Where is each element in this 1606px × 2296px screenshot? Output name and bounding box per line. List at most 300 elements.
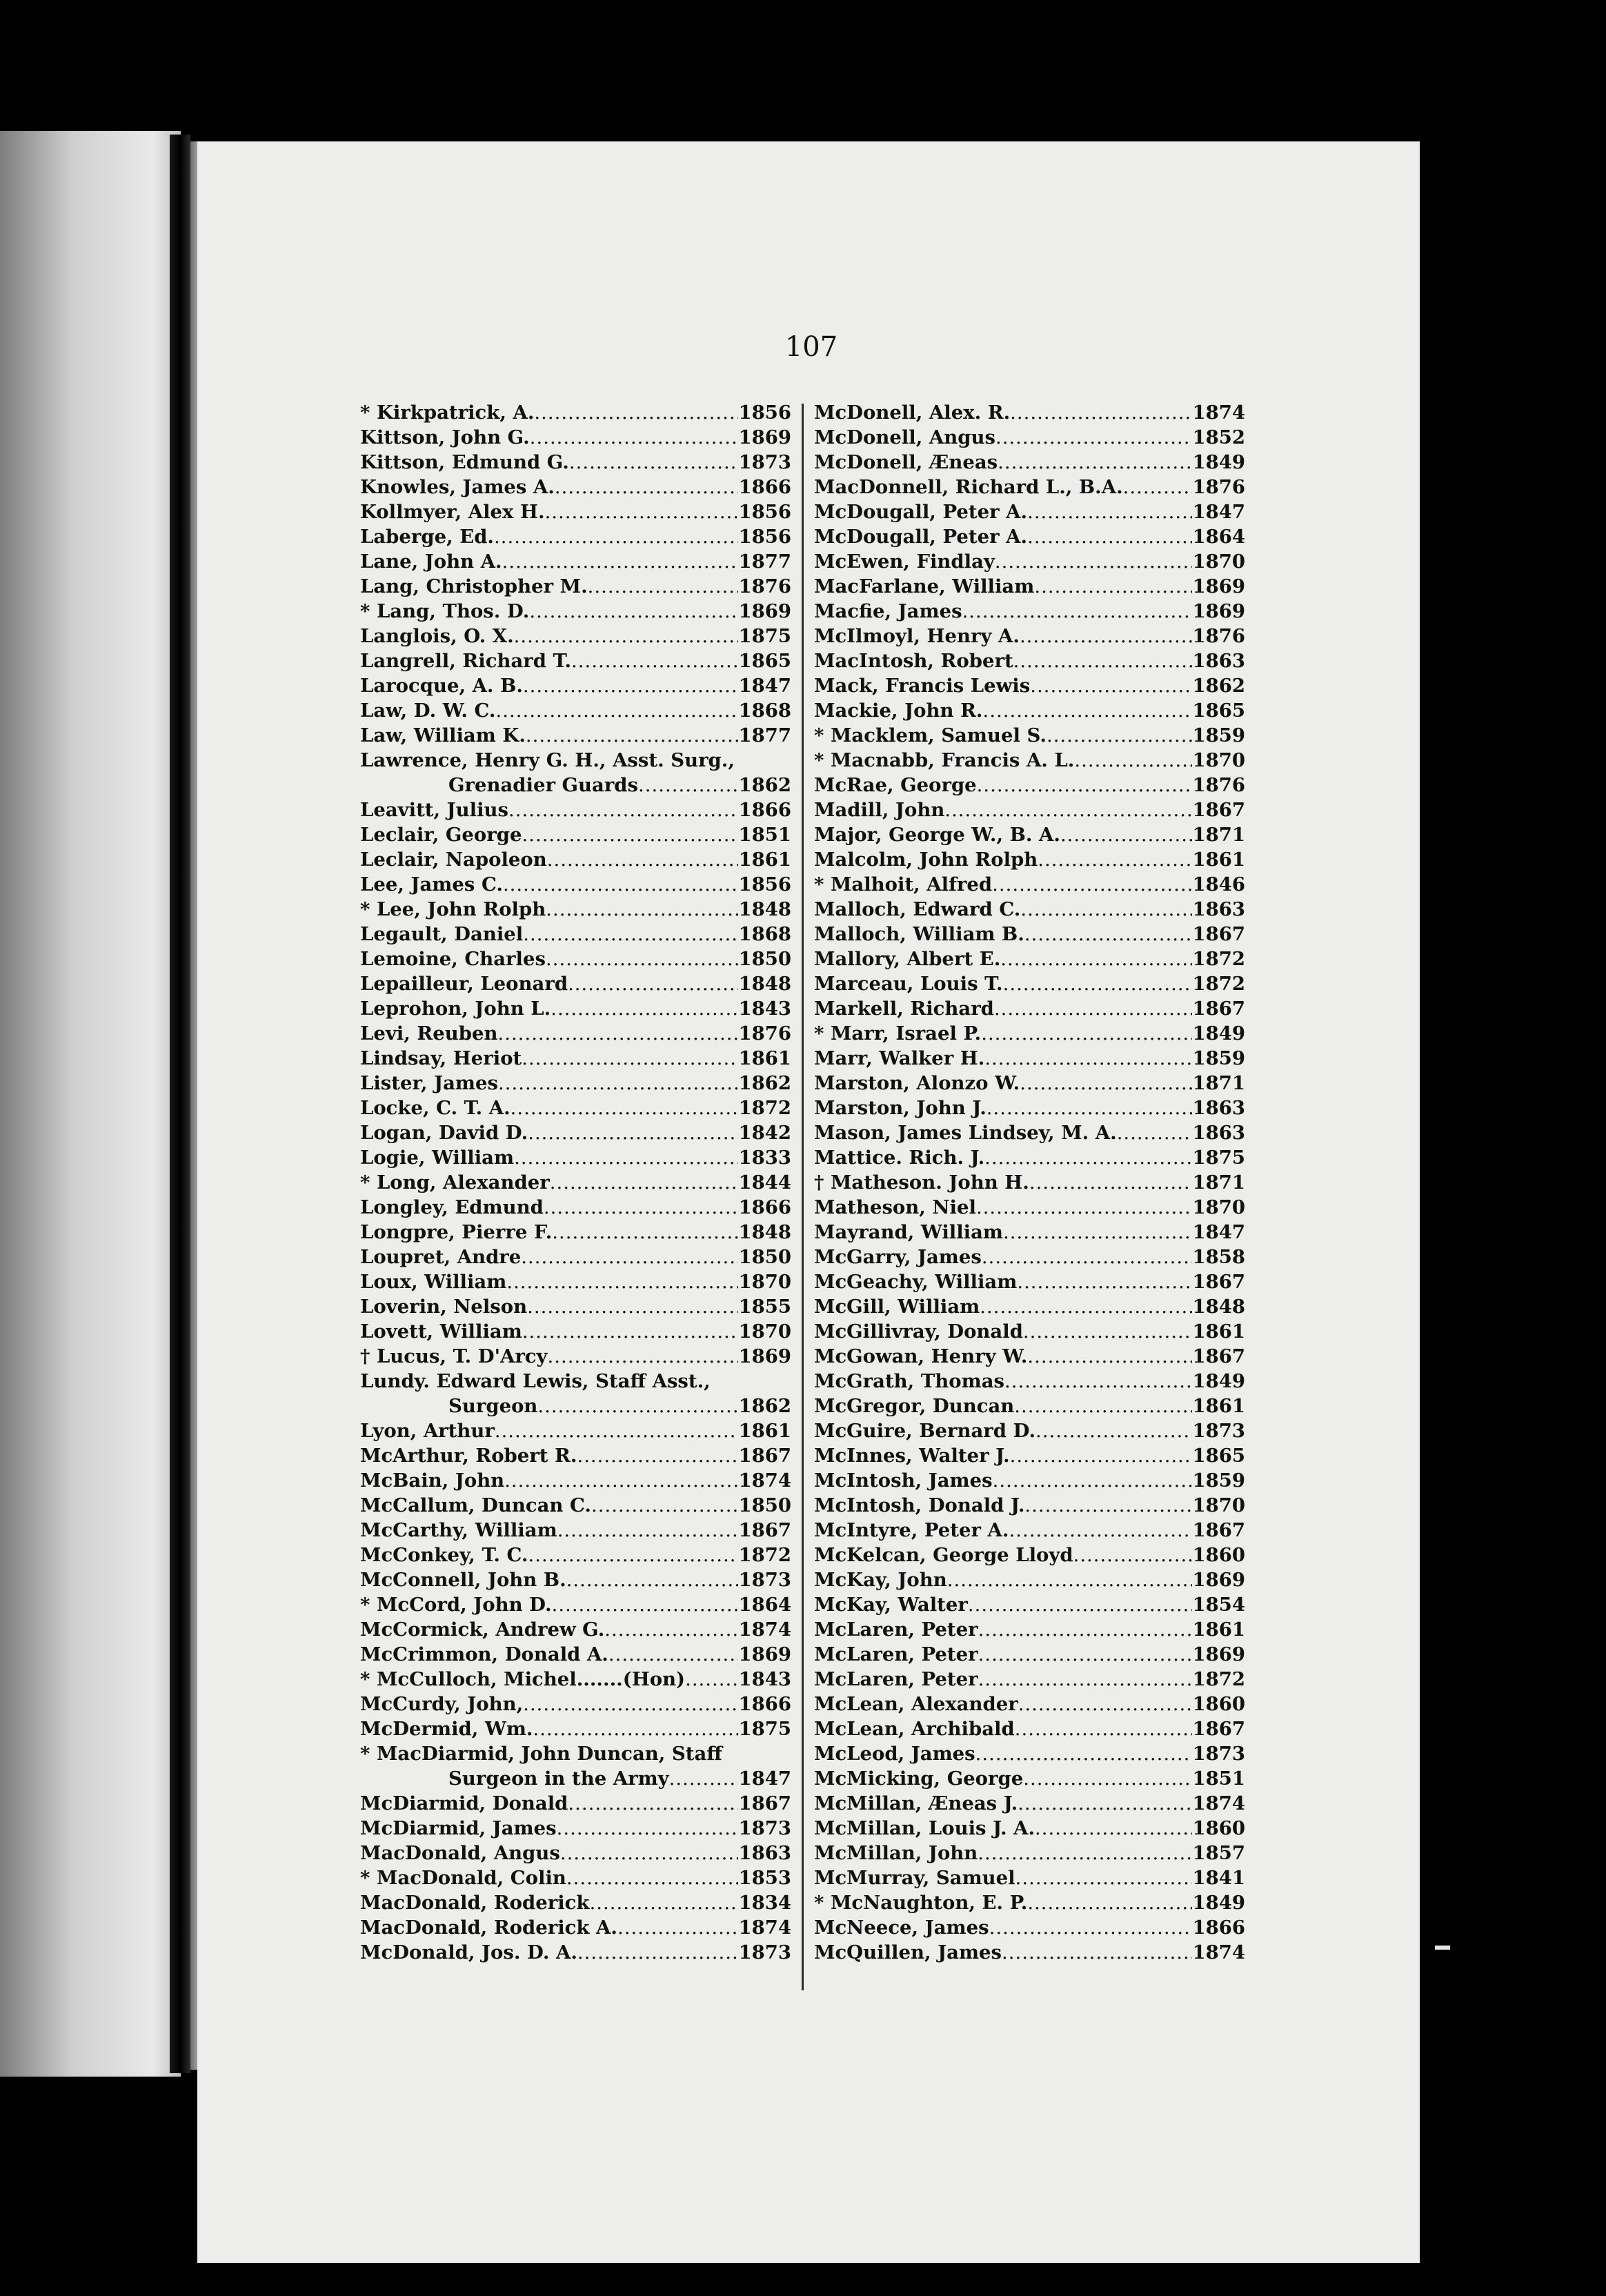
directory-entry (360, 723, 791, 748)
directory-entry (814, 723, 1245, 748)
directory-entry (814, 1418, 1245, 1443)
leader-dots (1009, 1518, 1192, 1543)
entry-year: 1847 (1192, 1221, 1245, 1243)
directory-entry (814, 1915, 1245, 1940)
entry-name: * Marr, Israel P. (814, 1022, 982, 1045)
directory-entry (814, 1269, 1245, 1294)
directory-entry (360, 1866, 791, 1890)
entry-year: 1863 (738, 1842, 791, 1864)
directory-entry (814, 1120, 1245, 1145)
entry-name: Lane, John A. (360, 551, 502, 573)
leader-dots (544, 1195, 739, 1220)
entry-year: 1876 (738, 1022, 791, 1045)
entry-name: * MacDiarmid, John Duncan, Staff (360, 1743, 722, 1765)
entry-name: Marr, Walker H. (814, 1047, 985, 1069)
entry-year: 1849 (1192, 1370, 1245, 1392)
entry-year: 1874 (1192, 1941, 1245, 1963)
entry-name: Lee, James C. (360, 873, 503, 895)
leader-dots (993, 1468, 1193, 1493)
entry-name: McLean, Alexander (814, 1693, 1018, 1715)
leader-dots (514, 1145, 738, 1170)
directory-entry (360, 649, 791, 673)
directory-entry (360, 698, 791, 723)
entry-year: 1861 (1192, 1320, 1245, 1343)
entry-name: Lyon, Arthur (360, 1420, 495, 1442)
entry-name: McCarthy, William (360, 1519, 557, 1541)
leader-dots (557, 1816, 739, 1841)
entry-year: 1865 (1192, 700, 1245, 722)
entry-year: 1868 (738, 923, 791, 945)
entry-name: † Matheson. John H. (814, 1171, 1029, 1194)
entry-name: Law, William K. (360, 724, 526, 746)
directory-entry (360, 947, 791, 971)
entry-name: McQuillen, James (814, 1941, 1002, 1963)
entry-year: 1874 (1192, 1792, 1245, 1814)
entry-year: 1864 (1192, 526, 1245, 548)
entry-year: 1873 (1192, 1743, 1245, 1765)
directory-entry (814, 1543, 1245, 1567)
entry-year: 1876 (1192, 625, 1245, 647)
leader-dots (551, 996, 738, 1021)
entry-year: 1873 (1192, 1420, 1245, 1442)
directory-entry (360, 1468, 791, 1493)
entry-name: McGillivray, Donald (814, 1320, 1023, 1343)
directory-entry (814, 1220, 1245, 1245)
entry-year: 1872 (1192, 948, 1245, 970)
entry-year: 1844 (738, 1171, 791, 1194)
entry-name: Lang, Christopher M. (360, 575, 588, 597)
entry-year: 1855 (738, 1296, 791, 1318)
entry-year: 1851 (1192, 1768, 1245, 1790)
entry-name: Mackie, John R. (814, 700, 983, 722)
directory-entry (360, 1518, 791, 1543)
entry-year: 1866 (738, 476, 791, 498)
entry-name: * Macnabb, Francis A. L. (814, 749, 1075, 771)
directory-entry (814, 1170, 1245, 1195)
directory-entry (360, 1195, 791, 1220)
facing-page-edge (0, 131, 181, 2077)
leader-dots (1003, 1220, 1192, 1245)
entry-year: 1870 (1192, 749, 1245, 771)
leader-dots (989, 1915, 1193, 1940)
entry-name: McLeod, James (814, 1743, 975, 1765)
leader-dots (523, 1692, 738, 1716)
book-gutter (170, 135, 190, 2073)
entry-year: 1847 (1192, 501, 1245, 523)
directory-entry (814, 1841, 1245, 1866)
directory-entry (814, 1096, 1245, 1120)
entry-name: McGowan, Henry W. (814, 1345, 1028, 1367)
directory-entry (814, 1890, 1245, 1915)
entry-name: McGill, William (814, 1296, 980, 1318)
entry-year: 1873 (738, 1941, 791, 1963)
entry-name: Markell, Richard (814, 998, 994, 1020)
leader-dots (529, 599, 738, 624)
directory-entry (814, 996, 1245, 1021)
entry-name: McDonald, Jos. D. A. (360, 1941, 577, 1963)
entry-year: 1876 (1192, 476, 1245, 498)
entry-year: 1853 (738, 1867, 791, 1889)
leader-dots (978, 1841, 1192, 1866)
directory-entry (814, 1816, 1245, 1841)
directory-entry (360, 1145, 791, 1170)
entry-name: Law, D. W. C. (360, 700, 496, 722)
entry-year: 1872 (738, 1544, 791, 1566)
entry-year: 1869 (738, 426, 791, 448)
entry-year: 1834 (738, 1892, 791, 1914)
entry-year: 1865 (1192, 1445, 1245, 1467)
entry-year: 1867 (1192, 1718, 1245, 1740)
leader-dots (588, 574, 739, 599)
entry-year: 1863 (1192, 898, 1245, 920)
entry-year: 1843 (738, 1668, 791, 1690)
entry-year: 1847 (738, 675, 791, 697)
directory-entry (360, 798, 791, 822)
directory-entry (814, 971, 1245, 996)
directory-entry (360, 922, 791, 947)
directory-entry (814, 1071, 1245, 1096)
entry-year: 1874 (1192, 402, 1245, 424)
directory-entry (814, 624, 1245, 649)
directory-entry (814, 400, 1245, 425)
leader-dots (1015, 1866, 1193, 1890)
directory-entry (360, 1543, 791, 1567)
directory-entry (814, 1245, 1245, 1269)
leader-dots (1074, 748, 1192, 773)
entry-year: 1874 (738, 1917, 791, 1939)
leader-dots (1020, 624, 1193, 649)
leader-dots (1023, 1766, 1192, 1791)
leader-dots (1003, 971, 1193, 996)
entry-name: * MacDonald, Colin (360, 1867, 566, 1889)
leader-dots (617, 1915, 738, 1940)
directory-entry (814, 897, 1245, 922)
directory-entry (360, 1369, 791, 1394)
directory-entry (360, 1245, 791, 1269)
directory-entry (360, 1319, 791, 1344)
entry-year: 1872 (1192, 973, 1245, 995)
directory-entry (814, 574, 1245, 599)
leader-dots (569, 450, 739, 475)
leader-dots (504, 1468, 738, 1493)
leader-dots (992, 872, 1192, 897)
directory-entry (360, 996, 791, 1021)
entry-year: 1870 (1192, 1494, 1245, 1516)
entry-name: Surgeon in the Army (448, 1768, 669, 1790)
leader-dots (1013, 649, 1193, 673)
entry-year: 1856 (738, 501, 791, 523)
directory-entry (814, 599, 1245, 624)
entry-year: 1858 (1192, 1246, 1245, 1268)
entry-name: McRae, George (814, 774, 977, 796)
entry-name: Matheson, Niel (814, 1196, 976, 1218)
entry-year: 1877 (738, 724, 791, 746)
leader-dots (608, 1642, 739, 1667)
directory-entry (360, 1344, 791, 1369)
entry-year: 1851 (738, 824, 791, 846)
directory-entry (814, 1145, 1245, 1170)
entry-name: Lovett, William (360, 1320, 522, 1343)
entry-year: 1877 (738, 551, 791, 573)
entry-name: McIntosh, James (814, 1469, 993, 1492)
entry-name: Mason, James Lindsey, M. A. (814, 1122, 1117, 1144)
entry-year: 1867 (1192, 799, 1245, 821)
leader-dots (980, 1294, 1192, 1319)
directory-entry (814, 1369, 1245, 1394)
directory-entry (360, 1071, 791, 1096)
directory-entry (360, 1096, 791, 1120)
entry-year: 1866 (738, 799, 791, 821)
entry-name: Malcolm, John Rolph (814, 849, 1038, 871)
leader-dots (537, 1394, 738, 1418)
leader-dots (1123, 475, 1193, 499)
entry-name: McCormick, Andrew G. (360, 1619, 605, 1641)
entry-name: McConkey, T. C. (360, 1544, 528, 1566)
entry-year: 1856 (738, 402, 791, 424)
leader-dots (552, 1220, 738, 1245)
entry-name: Legault, Daniel (360, 923, 524, 945)
entry-year: 1866 (738, 1196, 791, 1218)
leader-dots (1034, 574, 1192, 599)
entry-year: 1850 (738, 948, 791, 970)
entry-name: Madill, John (814, 799, 945, 821)
entry-name: Kittson, John G. (360, 426, 530, 448)
leader-dots (1015, 1716, 1193, 1741)
entry-year: 1867 (1192, 1345, 1245, 1367)
entry-name: Lemoine, Charles (360, 948, 546, 970)
directory-entry (814, 1567, 1245, 1592)
entry-year: 1869 (738, 600, 791, 622)
entry-name: Leavitt, Julius (360, 799, 509, 821)
entry-name: Knowles, James A. (360, 476, 555, 498)
leader-dots (1023, 1319, 1193, 1344)
entry-year: 1863 (1192, 1097, 1245, 1119)
directory-entry (360, 1816, 791, 1841)
entry-year: 1860 (1192, 1693, 1245, 1715)
directory-entry (360, 1394, 791, 1418)
entry-name: McGeachy, William (814, 1271, 1018, 1293)
leader-dots (1029, 1170, 1193, 1195)
directory-entry (360, 1716, 791, 1741)
entry-year: 1865 (738, 650, 791, 672)
directory-entry (360, 971, 791, 996)
leader-dots (977, 773, 1193, 798)
directory-entry (360, 1741, 791, 1766)
leader-dots (1027, 1890, 1192, 1915)
directory-entry (814, 1319, 1245, 1344)
leader-dots (510, 1096, 739, 1120)
entry-name: Loupret, Andre (360, 1246, 522, 1268)
leader-dots (1047, 723, 1193, 748)
directory-entry (814, 1518, 1245, 1543)
leader-dots (508, 798, 738, 822)
leader-dots (495, 1418, 739, 1443)
leader-dots (604, 1617, 738, 1642)
leader-dots (566, 1866, 739, 1890)
leader-dots (1073, 1543, 1193, 1567)
directory-entry (814, 1716, 1245, 1741)
entry-year: 1856 (738, 526, 791, 548)
leader-dots (566, 1567, 739, 1592)
entry-name: Kollmyer, Alex H. (360, 501, 545, 523)
entry-name: McDonell, Angus (814, 426, 995, 448)
leader-dots (1020, 1071, 1192, 1096)
leader-dots (944, 798, 1192, 822)
entry-name: MacDonald, Roderick A. (360, 1917, 617, 1939)
directory-entry (360, 872, 791, 897)
entry-name: * Kirkpatrick, A. (360, 402, 535, 424)
entry-name: MacIntosh, Robert (814, 650, 1013, 672)
leader-dots (591, 1493, 738, 1518)
directory-entry (814, 1791, 1245, 1816)
leader-dots (1024, 1493, 1192, 1518)
directory-entry (814, 1642, 1245, 1667)
directory-entry (360, 624, 791, 649)
leader-dots (984, 1046, 1192, 1071)
leader-dots (498, 1071, 738, 1096)
entry-name: McDougall, Peter A. (814, 501, 1028, 523)
directory-entry (360, 1443, 791, 1468)
leader-dots (534, 400, 738, 425)
directory-entry (814, 524, 1245, 549)
left-column-list (360, 400, 791, 1965)
entry-year: 1860 (1192, 1544, 1245, 1566)
entry-name: McMurray, Samuel (814, 1867, 1015, 1889)
directory-entry (360, 1841, 791, 1866)
leader-dots (521, 1245, 738, 1269)
entry-year: 1843 (738, 998, 791, 1020)
leader-dots (577, 1443, 738, 1468)
directory-entry (360, 773, 791, 798)
leader-dots (552, 1592, 739, 1617)
directory-entry (360, 1692, 791, 1716)
entry-year: 1846 (1192, 873, 1245, 895)
leader-dots (987, 1096, 1193, 1120)
entry-name: Marston, Alonzo W. (814, 1072, 1020, 1094)
entry-name: MacFarlane, William (814, 575, 1035, 597)
entry-year: 1869 (1192, 600, 1245, 622)
directory-entry (360, 549, 791, 574)
entry-name: Major, George W., B. A. (814, 824, 1060, 846)
entry-year: 1867 (1192, 998, 1245, 1020)
entry-name: Langrell, Richard T. (360, 650, 572, 672)
directory-entry (360, 425, 791, 450)
entry-year: 1861 (738, 1420, 791, 1442)
entry-year: 1866 (1192, 1917, 1245, 1939)
entry-name: McCallum, Duncan C. (360, 1494, 591, 1516)
leader-dots (522, 1046, 738, 1071)
leader-dots (530, 425, 739, 450)
leader-dots (976, 1195, 1193, 1220)
leader-dots (1010, 1443, 1193, 1468)
leader-dots (1014, 1394, 1192, 1418)
entry-year: 1862 (738, 1072, 791, 1094)
entry-name: McGrath, Thomas (814, 1370, 1005, 1392)
leader-dots (527, 1294, 738, 1319)
directory-entry (360, 1567, 791, 1592)
directory-entry (814, 1294, 1245, 1319)
entry-year: 1869 (738, 1345, 791, 1367)
leader-dots (502, 549, 739, 574)
entry-name: * Lang, Thos. D. (360, 600, 530, 622)
leader-dots (555, 475, 739, 499)
entry-name: Lindsay, Heriot (360, 1047, 522, 1069)
entry-name: * Malhoit, Alfred (814, 873, 993, 895)
entry-year: 1847 (738, 1768, 791, 1790)
directory-entry (360, 1120, 791, 1145)
leader-dots (975, 1741, 1193, 1766)
entry-year: 1857 (1192, 1842, 1245, 1864)
directory-entry (360, 599, 791, 624)
entry-name: Larocque, A. B. (360, 675, 523, 697)
leader-dots (526, 723, 739, 748)
directory-entry (814, 773, 1245, 798)
directory-entry (360, 524, 791, 549)
leader-dots (998, 450, 1192, 475)
leader-dots (522, 822, 738, 847)
entry-year: 1849 (1192, 1892, 1245, 1914)
directory-entry (814, 748, 1245, 773)
entry-name: McDiarmid, Donald (360, 1792, 568, 1814)
entry-name: Marceau, Louis T. (814, 973, 1003, 995)
entry-name: McGarry, James (814, 1246, 982, 1268)
entry-year: 1862 (738, 1395, 791, 1417)
entry-name: McCurdy, John, (360, 1693, 524, 1715)
entry-year: 1873 (738, 1817, 791, 1839)
directory-entry (814, 1592, 1245, 1617)
entry-name: McArthur, Robert R. (360, 1445, 577, 1467)
entry-name: Laberge, Ed. (360, 526, 495, 548)
entry-name: McDougall, Peter A. (814, 526, 1028, 548)
entry-year: 1859 (1192, 724, 1245, 746)
entry-year: 1862 (1192, 675, 1245, 697)
directory-entry (360, 1890, 791, 1915)
entry-name: McNeece, James (814, 1917, 989, 1939)
entry-name: McKay, John (814, 1569, 947, 1591)
entry-name: McKay, Walter (814, 1594, 968, 1616)
entry-name: Longley, Edmund (360, 1196, 544, 1218)
entry-year: 1874 (738, 1469, 791, 1492)
entry-year: 1848 (738, 898, 791, 920)
directory-entry (360, 1642, 791, 1667)
entry-year: 1841 (1192, 1867, 1245, 1889)
entry-name: Langlois, O. X. (360, 625, 514, 647)
entry-year: 1876 (1192, 774, 1245, 796)
leader-dots (568, 971, 738, 996)
leader-dots (978, 1642, 1193, 1667)
entry-name: McLean, Archibald (814, 1718, 1015, 1740)
leader-dots (523, 673, 739, 698)
entry-name: Lepailleur, Leonard (360, 973, 568, 995)
entry-name: * McCulloch, Michel.......(Hon) (360, 1668, 686, 1690)
leader-dots (638, 773, 738, 798)
entry-year: 1863 (1192, 1122, 1245, 1144)
entry-name: Lundy. Edward Lewis, Staff Asst., (360, 1370, 711, 1392)
directory-entry (814, 1766, 1245, 1791)
leader-dots (1000, 947, 1192, 971)
entry-year: 1867 (1192, 923, 1245, 945)
leader-dots (1010, 400, 1192, 425)
entry-name: Mattice. Rich. J. (814, 1147, 985, 1169)
leader-dots (503, 872, 739, 897)
directory-entry (814, 1692, 1245, 1716)
entry-name: Grenadier Guards (448, 774, 639, 796)
entry-year: 1875 (738, 1718, 791, 1740)
column-divider (802, 404, 804, 1990)
leader-dots (978, 1617, 1193, 1642)
entry-name: Mayrand, William (814, 1221, 1004, 1243)
leader-dots (497, 1021, 738, 1046)
